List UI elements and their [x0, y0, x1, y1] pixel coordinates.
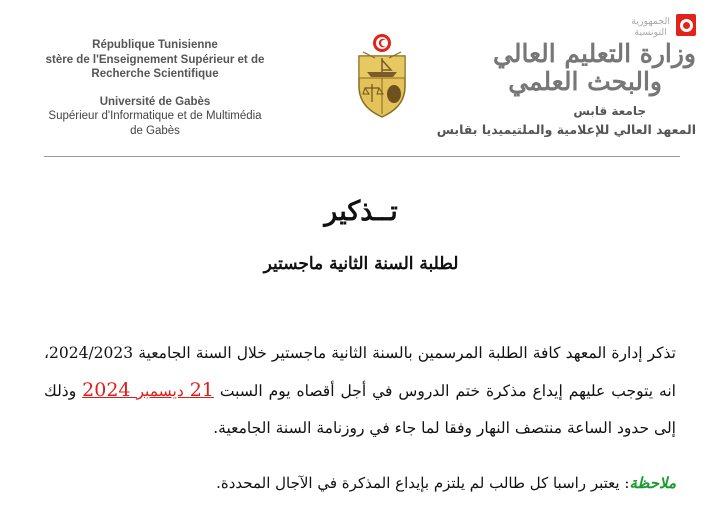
institute-ar: المعهد العالي للإعلامية والملتيميديا بقابس: [436, 122, 696, 137]
note-label: ملاحظة: [629, 474, 676, 492]
note-text: : يعتبر راسبا كل طالب لم يلتزم بإيداع المذكرة في الآجال المحددة.: [216, 474, 630, 492]
ministry-fr-line1: stère de l'Enseignement Supérieur et de: [45, 53, 265, 66]
ministry-ar: وزارة التعليم العالي والبحث العلمي: [493, 39, 696, 96]
document-title: تــذكير: [324, 196, 398, 227]
body-text-1: تذكر إدارة المعهد كافة الطلبة المرسمين بالسنة الثانية ماجستير خلال السنة الجامعية 2024/2023، انه يتوجب عليهم إيداع مذكرة ختم الدروس في أجل أقصاه يوم السبت: [44, 344, 676, 400]
tunisia-flag-icon: [676, 14, 696, 36]
university-fr: Université de Gabès: [99, 95, 211, 108]
institute-fr-line2: de Gabès: [130, 124, 180, 137]
french-header: [30, 38, 280, 138]
note: [44, 474, 676, 492]
document-body: [44, 335, 676, 447]
republic-fr: République Tunisienne: [92, 39, 218, 51]
arabic-header: [436, 14, 696, 144]
republic-ar: الجمهورية التونسية: [631, 16, 670, 38]
body-text-2: وذلك إلى حدود الساعة منتصف النهار وفقا لما جاء في روزنامة السنة الجامعية.: [44, 382, 676, 437]
ministry-fr-line2: Recherche Scientifique: [91, 68, 219, 80]
university-ar: جامعة قابس: [573, 104, 646, 118]
tunisia-coat-of-arms-icon: [351, 32, 413, 118]
deadline-date: 21 ديسمبر 2024: [82, 379, 214, 401]
institute-fr-line1: Supérieur d'Informatique et de Multimédia: [48, 110, 262, 122]
document-subtitle: لطلبة السنة الثانية ماجستير: [263, 254, 459, 274]
header-divider: [44, 156, 680, 157]
